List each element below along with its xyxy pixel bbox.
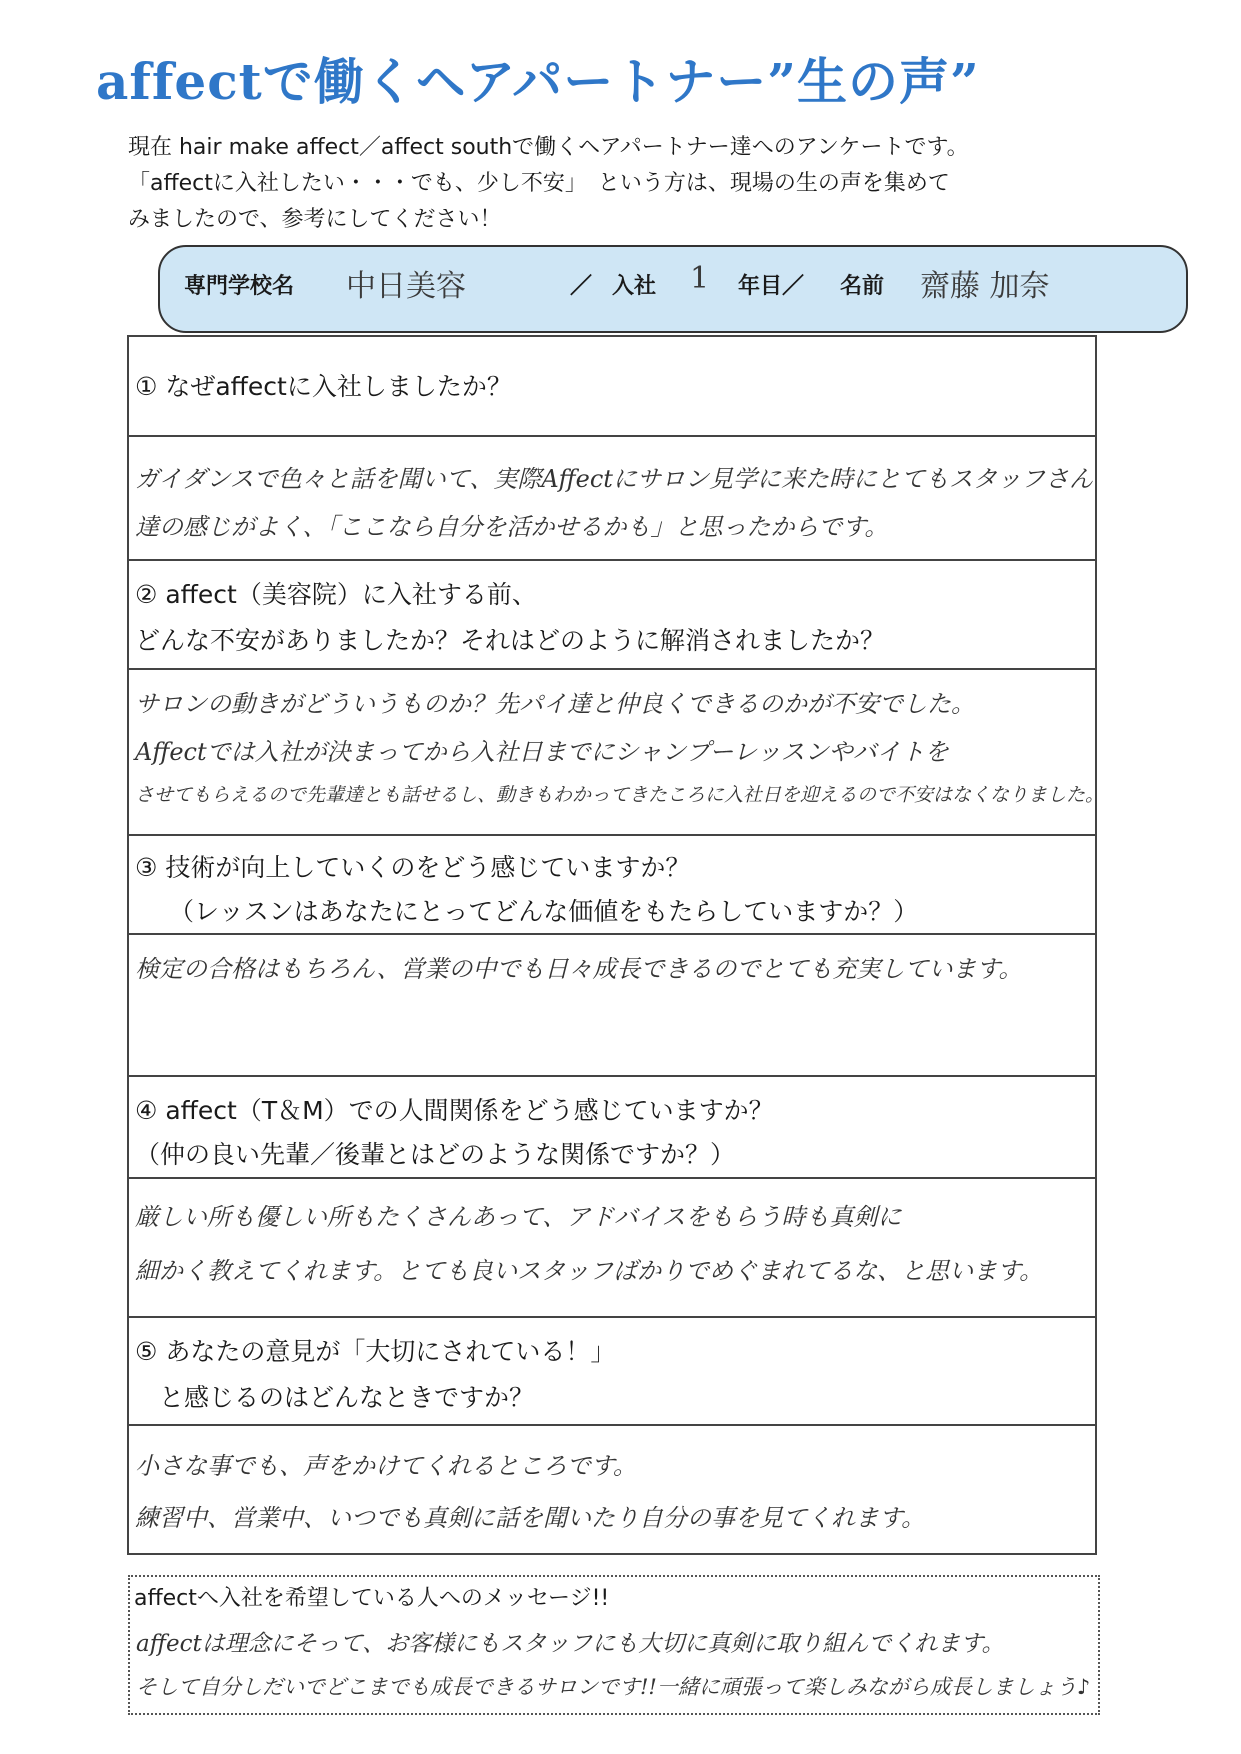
question-5 [129,1318,1095,1426]
answer-5 [129,1426,1095,1557]
year-value: 1 [690,261,710,296]
answer-text: させてもらえるので先輩達とも話せるし、動きもわかってきたころに入社日を迎えるので不安はなくなりました。 [135,784,1105,806]
question-text: ④ affect（T＆M）での人間関係をどう感じていますか？ [135,1096,774,1125]
question-text: ② affect（美容院）に入社する前、 [135,580,537,609]
answer-text: 達の感じがよく、「ここなら自分を活かせるかも」と思ったからです。 [135,513,889,541]
message-title: affectへ入社を希望している人へのメッセージ!! [134,1586,610,1611]
answer-2 [129,670,1105,836]
answer-4 [129,1179,1095,1318]
answer-text: 厳しい所も優しい所もたくさんあって、アドバイスをもらう時も真剣に [135,1203,902,1231]
school-label: 専門学校名 [184,274,295,299]
intro-line: みましたので、参考にしてください！ [128,207,502,232]
answer-text: 小さな事でも、声をかけてくれるところです。 [135,1452,637,1480]
name-label: 名前 [840,274,885,299]
profile-box [158,245,1188,333]
answer-text: サロンの動きがどういうものか？先パイ達と仲良くできるのかが不安でした。 [135,690,975,718]
message-line: affectは理念にそって、お客様にもスタッフにも大切に真剣に取り組んでくれます。 [136,1631,1005,1657]
answer-text: 練習中、営業中、いつでも真剣に話を聞いたり自分の事を見てくれます。 [135,1504,926,1532]
intro-text [128,130,1128,238]
join-label: 入社 [612,274,657,299]
answer-text: 検定の合格はもちろん、営業の中でも日々成長できるのでとても充実しています。 [135,955,1023,983]
page-title: affectで働くヘアパートナー”生の声” [96,52,980,111]
question-4 [129,1077,1095,1179]
answer-3 [129,935,1095,1077]
school-value: 中日美容 [346,269,466,304]
question-text: （レッスンはあなたにとってどんな価値をもたらしていますか？） [169,897,919,926]
question-3 [129,836,1095,935]
answer-text: 細かく教えてくれます。とても良いスタッフばかりでめぐまれてるな、と思います。 [135,1257,1044,1285]
intro-line: 「affectに入社したい・・・でも、少し不安」 という方は、現場の生の声を集めて [128,171,950,196]
questionnaire [127,335,1105,1555]
answer-1 [129,437,1095,561]
question-1 [129,337,1095,437]
question-text: （仲の良い先輩／後輩とはどのような関係ですか？） [135,1140,736,1169]
question-text: どんな不安がありましたか？それはどのように解消されましたか？ [135,626,886,655]
question-text: と感じるのはどんなときですか？ [159,1383,535,1412]
intro-line: 現在 hair make affect／affect southで働くヘアパートナー達へのアンケートです。 [128,135,969,160]
question-text: ⑤ あなたの意見が「大切にされている！」 [135,1337,616,1366]
answer-text: Affectでは入社が決まってから入社日までにシャンプーレッスンやバイトを [135,738,949,766]
message-line: そして自分しだいでどこまでも成長できるサロンです!!一緒に頑張って楽しみながら成長しましょう♪ [136,1675,1091,1699]
year-suffix: 年目／ [738,274,805,299]
question-2 [129,561,1095,670]
answer-text: ガイダンスで色々と話を聞いて、実際Affectにサロン見学に来た時にとてもスタッフさん [135,465,1093,493]
message-box [128,1575,1100,1715]
separator: ／ [570,274,593,299]
question-text: ③ 技術が向上していくのをどう感じていますか？ [135,853,691,882]
name-value: 齋藤 加奈 [920,269,1050,304]
question-text: ① なぜaffectに入社しましたか？ [135,372,512,401]
